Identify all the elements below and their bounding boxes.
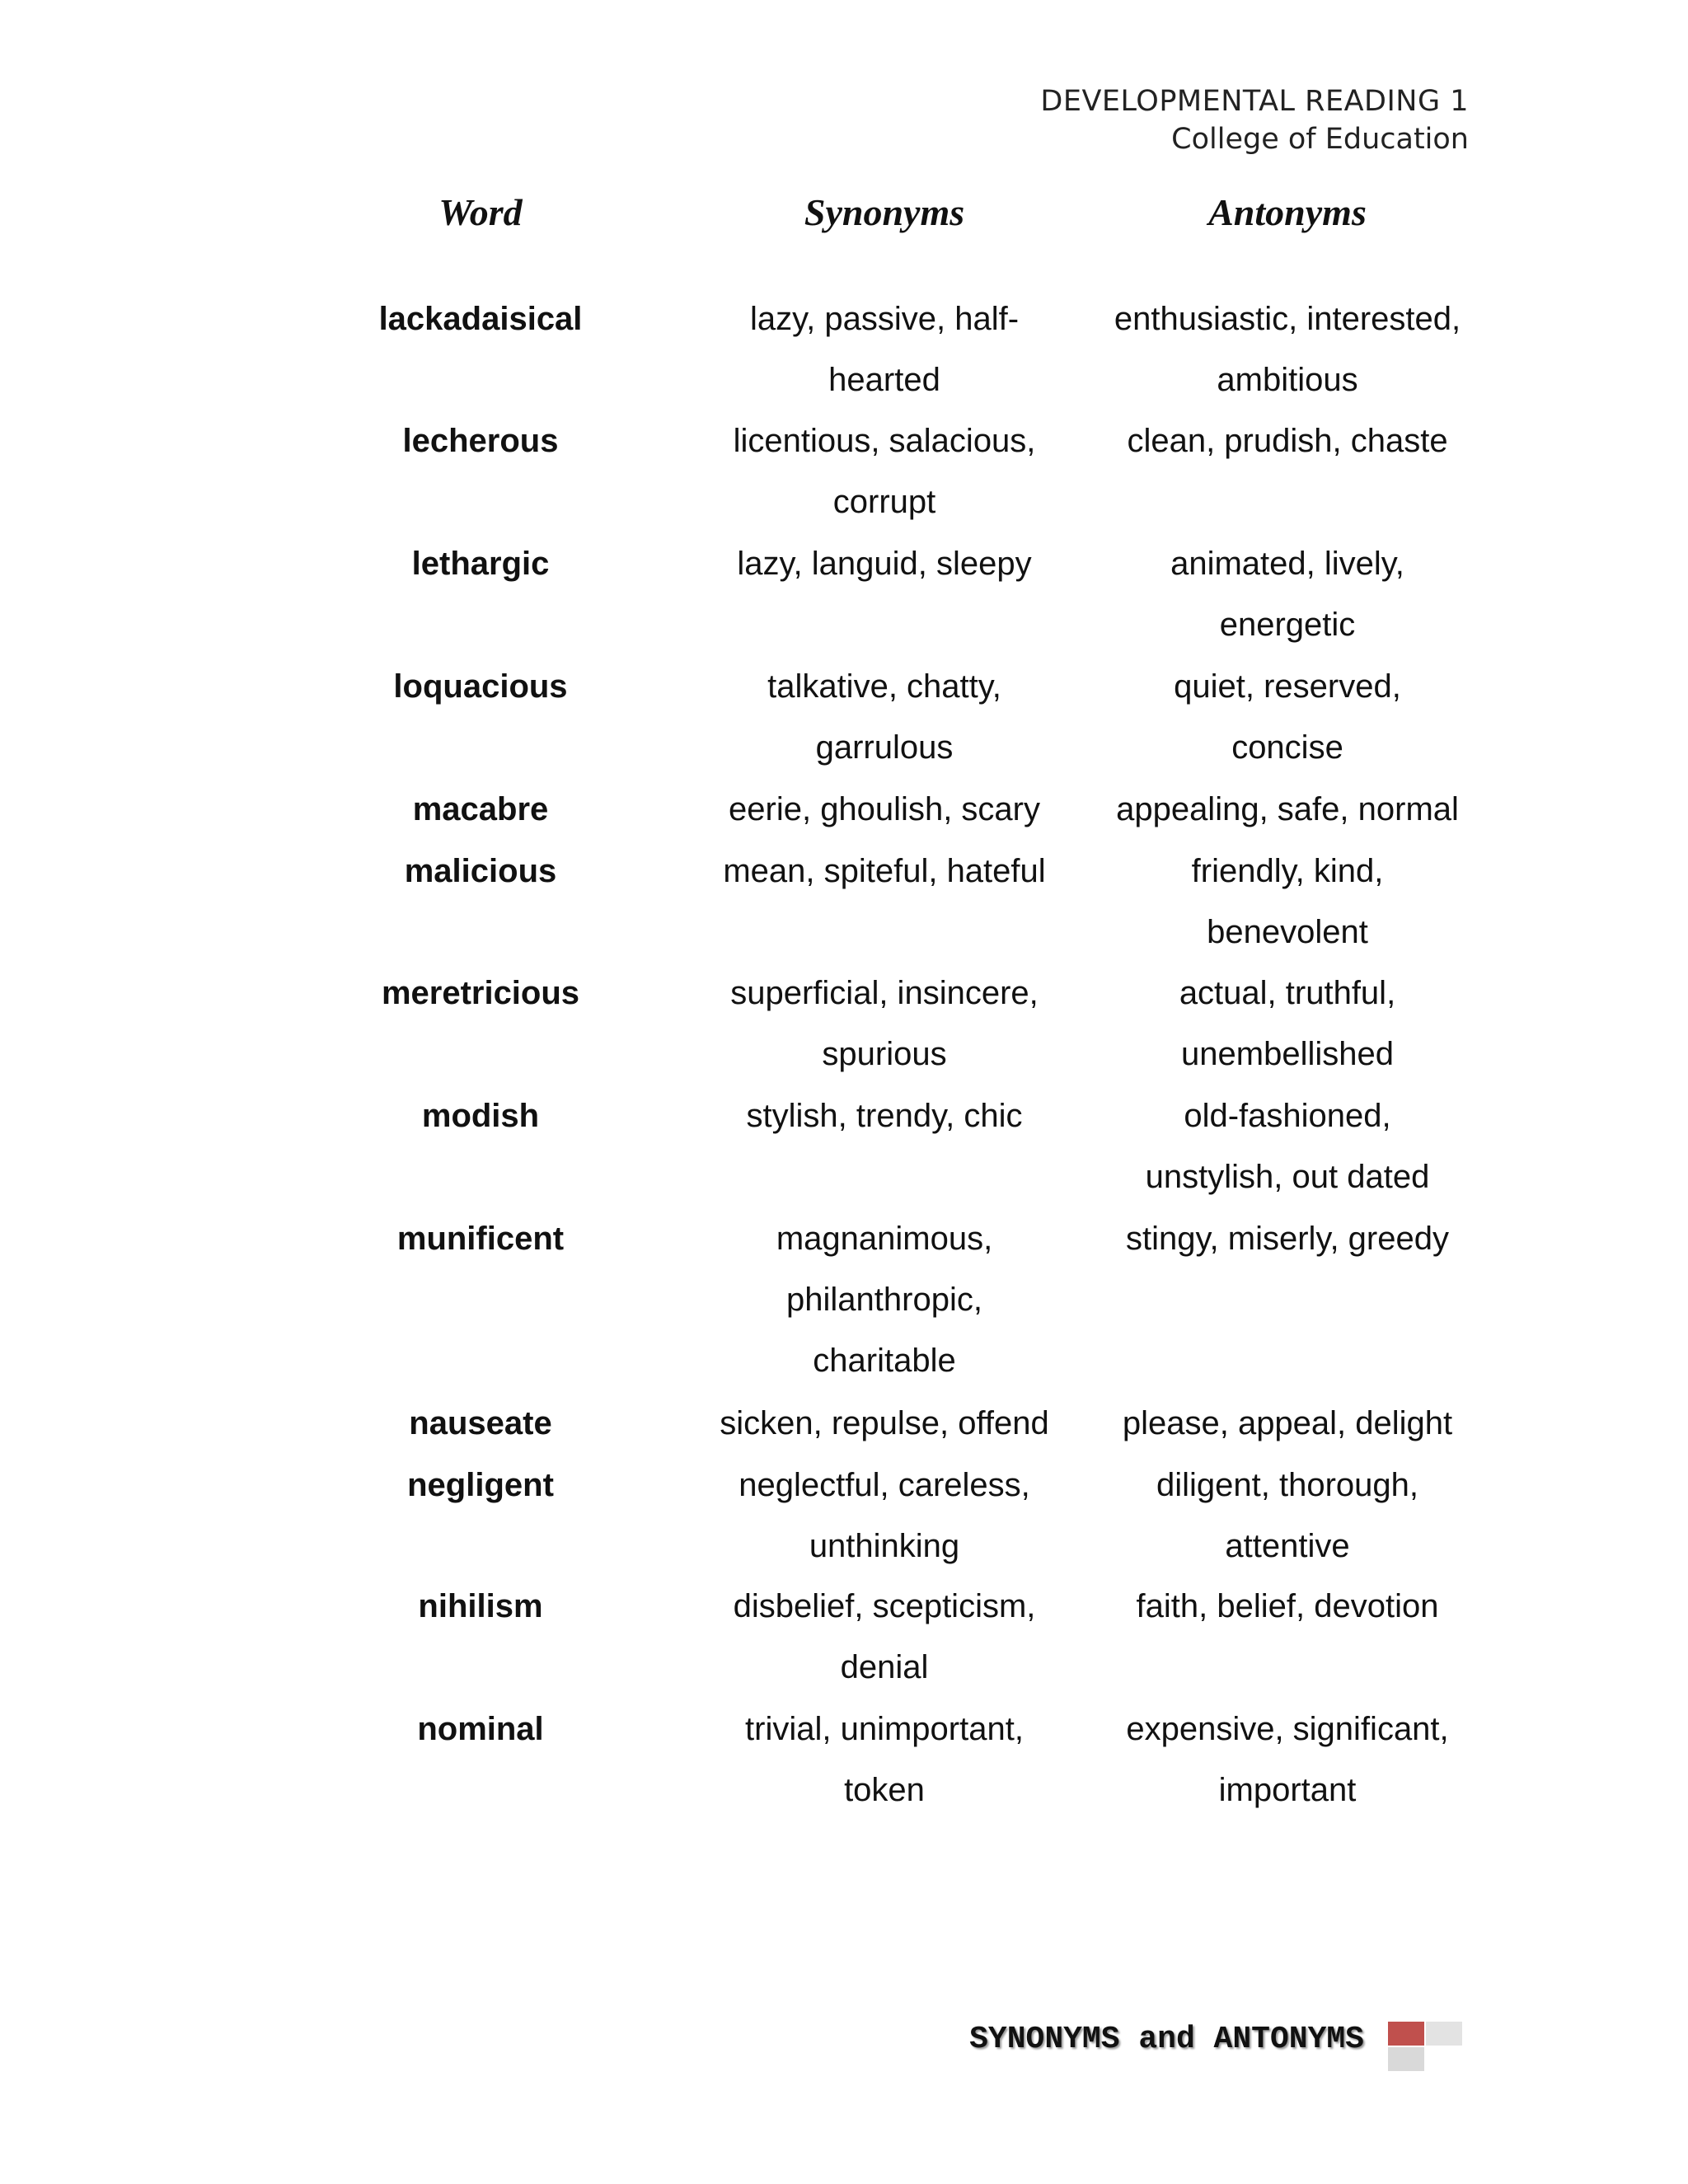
synonyms-cell	[707, 841, 1062, 902]
antonyms-cell	[1110, 779, 1465, 840]
antonyms-line: please, appeal, delight	[1122, 1405, 1453, 1441]
antonyms-line: expensive, significant,	[1126, 1711, 1449, 1747]
course-title: DEVELOPMENTAL READING 1	[1040, 85, 1469, 118]
antonyms-cell	[1110, 1699, 1465, 1821]
synonyms-line: neglectful, careless,	[738, 1467, 1030, 1503]
synonyms-cell	[707, 288, 1062, 410]
antonyms-line: ambitious	[1217, 362, 1358, 398]
antonyms-line: benevolent	[1207, 914, 1368, 950]
synonyms-cell	[707, 1393, 1062, 1454]
antonyms-cell	[1110, 533, 1465, 655]
footer-logo-squares	[1388, 2022, 1470, 2073]
word-cell: malicious	[404, 853, 557, 889]
synonyms-cell	[707, 1576, 1062, 1698]
word-cell: lethargic	[411, 546, 550, 582]
synonyms-line: corrupt	[832, 484, 936, 520]
synonyms-line: superficial, insincere,	[730, 975, 1039, 1011]
antonyms-line: friendly, kind,	[1191, 853, 1384, 889]
synonyms-line: spurious	[822, 1036, 947, 1072]
antonyms-line: appealing, safe, normal	[1116, 791, 1459, 827]
antonyms-line: old-fashioned,	[1184, 1098, 1391, 1134]
word-cell: nihilism	[418, 1588, 543, 1624]
footer-title: SYNONYMS and ANTONYMS	[969, 2022, 1364, 2057]
antonyms-line: faith, belief, devotion	[1136, 1588, 1439, 1624]
synonyms-line: charitable	[813, 1343, 956, 1379]
synonyms-line: garrulous	[815, 729, 954, 766]
synonyms-cell	[707, 1699, 1062, 1821]
word-cell: munificent	[396, 1221, 565, 1257]
antonyms-line: animated, lively,	[1170, 546, 1404, 582]
antonyms-line: attentive	[1225, 1528, 1350, 1564]
word-cell: modish	[421, 1098, 540, 1134]
antonyms-cell	[1110, 1576, 1465, 1637]
synonyms-line: talkative, chatty,	[767, 668, 1001, 705]
synonyms-cell	[707, 963, 1062, 1085]
antonyms-cell	[1110, 1455, 1465, 1577]
synonyms-line: hearted	[828, 362, 940, 398]
column-header-antonyms: Antonyms	[1208, 191, 1367, 233]
antonyms-cell	[1110, 410, 1465, 471]
synonyms-cell	[707, 1455, 1062, 1577]
synonyms-line: denial	[840, 1649, 929, 1685]
antonyms-cell	[1110, 841, 1465, 963]
antonyms-line: diligent, thorough,	[1156, 1467, 1418, 1503]
antonyms-cell	[1110, 656, 1465, 778]
column-header-word: Word	[438, 191, 523, 233]
antonyms-line: energetic	[1219, 607, 1356, 643]
synonyms-line: lazy, languid, sleepy	[737, 546, 1032, 582]
synonyms-line: lazy, passive, half-	[749, 301, 1020, 337]
logo-square-gray-lower	[1388, 2047, 1424, 2071]
antonyms-line: quiet, reserved,	[1174, 668, 1401, 705]
antonyms-cell	[1110, 288, 1465, 410]
synonyms-line: licentious, salacious,	[733, 423, 1036, 459]
logo-square-red	[1388, 2022, 1424, 2046]
antonyms-line: actual, truthful,	[1179, 975, 1396, 1011]
page-header	[1040, 82, 1469, 158]
word-cell: negligent	[407, 1467, 554, 1503]
synonyms-cell	[707, 779, 1062, 840]
synonyms-line: disbelief, scepticism,	[733, 1588, 1036, 1624]
synonyms-line: unthinking	[809, 1528, 960, 1564]
word-cell: lecherous	[402, 423, 559, 459]
synonyms-cell	[707, 410, 1062, 532]
antonyms-line: stingy, miserly, greedy	[1126, 1221, 1449, 1257]
antonyms-line: enthusiastic, interested,	[1114, 301, 1461, 337]
antonyms-line: important	[1218, 1772, 1357, 1808]
logo-square-gray	[1426, 2022, 1462, 2046]
synonyms-line: eerie, ghoulish, scary	[729, 791, 1040, 827]
word-cell: macabre	[412, 791, 549, 827]
word-cell: meretricious	[381, 975, 580, 1011]
antonyms-line: unstylish, out dated	[1145, 1159, 1430, 1195]
antonyms-cell	[1110, 1393, 1465, 1454]
word-cell: nominal	[417, 1711, 544, 1747]
synonyms-line: trivial, unimportant,	[745, 1711, 1024, 1747]
antonyms-line: concise	[1231, 729, 1343, 766]
word-cell: loquacious	[393, 668, 568, 705]
synonyms-line: mean, spiteful, hateful	[723, 853, 1046, 889]
synonyms-cell	[707, 533, 1062, 594]
synonyms-line: magnanimous,	[776, 1221, 993, 1257]
antonyms-line: unembellished	[1181, 1036, 1394, 1072]
synonyms-line: sicken, repulse, offend	[720, 1405, 1049, 1441]
antonyms-cell	[1110, 1208, 1465, 1269]
college-name: College of Education	[1171, 123, 1469, 156]
antonyms-cell	[1110, 963, 1465, 1085]
synonyms-line: token	[844, 1772, 925, 1808]
synonyms-cell	[707, 1208, 1062, 1391]
antonyms-cell	[1110, 1085, 1465, 1207]
synonyms-line: philanthropic,	[786, 1282, 982, 1318]
synonyms-line: stylish, trendy, chic	[746, 1098, 1023, 1134]
word-cell: nauseate	[409, 1405, 552, 1441]
synonyms-cell	[707, 1085, 1062, 1146]
word-cell: lackadaisical	[378, 301, 583, 337]
column-header-synonyms: Synonyms	[804, 191, 965, 233]
antonyms-line: clean, prudish, chaste	[1127, 423, 1448, 459]
synonyms-cell	[707, 656, 1062, 778]
